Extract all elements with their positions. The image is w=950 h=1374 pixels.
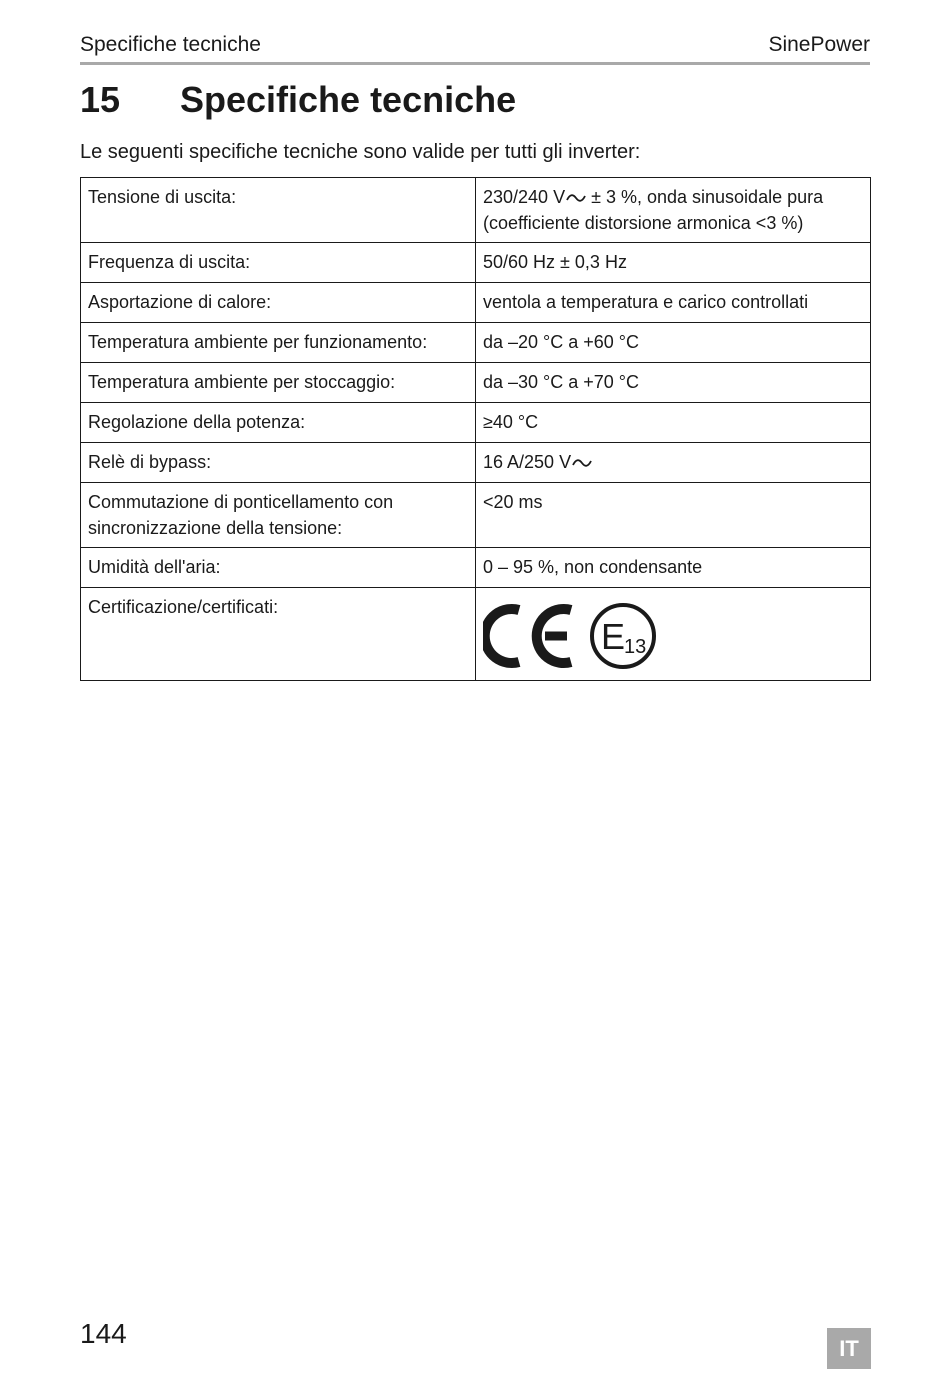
intro-text: Le seguenti specifiche tecniche sono valide per tutti gli inverter: (80, 141, 641, 163)
table-row (81, 363, 871, 403)
spec-label: Umidità dell'aria: (81, 548, 476, 588)
table-row (81, 443, 871, 483)
table-row (81, 283, 871, 323)
spec-value: 0 – 95 %, non condensante (476, 548, 871, 588)
spec-value (476, 178, 871, 243)
spec-value: da –30 °C a +70 °C (476, 363, 871, 403)
table-row (81, 243, 871, 283)
running-header (80, 30, 870, 65)
spec-label: Regolazione della potenza: (81, 403, 476, 443)
table-row (81, 483, 871, 548)
spec-value: ventola a temperatura e carico controllati (476, 283, 871, 323)
header-section-title: Specifiche tecniche (80, 33, 261, 56)
page-number: 144 (80, 1318, 127, 1349)
spec-value-tolerance: ± 3 %, onda sinusoidale pura (586, 187, 824, 207)
section-title: Specifiche tecniche (180, 79, 517, 120)
spec-value: ≥40 °C (476, 403, 871, 443)
spec-label: Tensione di uscita: (81, 178, 476, 243)
spec-label: Relè di bypass: (81, 443, 476, 483)
section-number: 15 (80, 79, 121, 120)
spec-value (476, 588, 871, 681)
spec-value: 50/60 Hz ± 0,3 Hz (476, 243, 871, 283)
spec-label-line1: Commutazione di ponticellamento con (88, 492, 394, 512)
svg-text:13: 13 (624, 636, 647, 658)
spec-label: Asportazione di calore: (81, 283, 476, 323)
spec-value-relay: 16 A/250 V (483, 452, 572, 472)
header-product-name: SinePower (768, 33, 870, 56)
e13-mark-icon (587, 600, 659, 672)
table-row (81, 323, 871, 363)
language-badge: IT (827, 1328, 871, 1369)
table-row (81, 588, 871, 681)
specs-table (80, 177, 871, 681)
spec-value (476, 443, 871, 483)
spec-label: Frequenza di uscita: (81, 243, 476, 283)
spec-label (81, 483, 476, 548)
spec-label: Certificazione/certificati: (81, 588, 476, 681)
spec-value: <20 ms (476, 483, 871, 548)
spec-label-line2: sincronizzazione della tensione: (88, 518, 343, 538)
certification-marks (483, 600, 863, 672)
table-row (81, 548, 871, 588)
page-title (80, 78, 516, 122)
spec-value: da –20 °C a +60 °C (476, 323, 871, 363)
spec-value-distortion: (coefficiente distorsione armonica <3 %) (483, 213, 804, 233)
ce-mark-icon (483, 602, 579, 670)
ac-wave-icon (572, 458, 592, 468)
table-row (81, 178, 871, 243)
spec-label: Temperatura ambiente per stoccaggio: (81, 363, 476, 403)
spec-label: Temperatura ambiente per funzionamento: (81, 323, 476, 363)
table-row (81, 403, 871, 443)
ac-wave-icon (566, 193, 586, 203)
spec-value-voltage: 230/240 V (483, 187, 566, 207)
svg-text:E: E (601, 616, 626, 657)
